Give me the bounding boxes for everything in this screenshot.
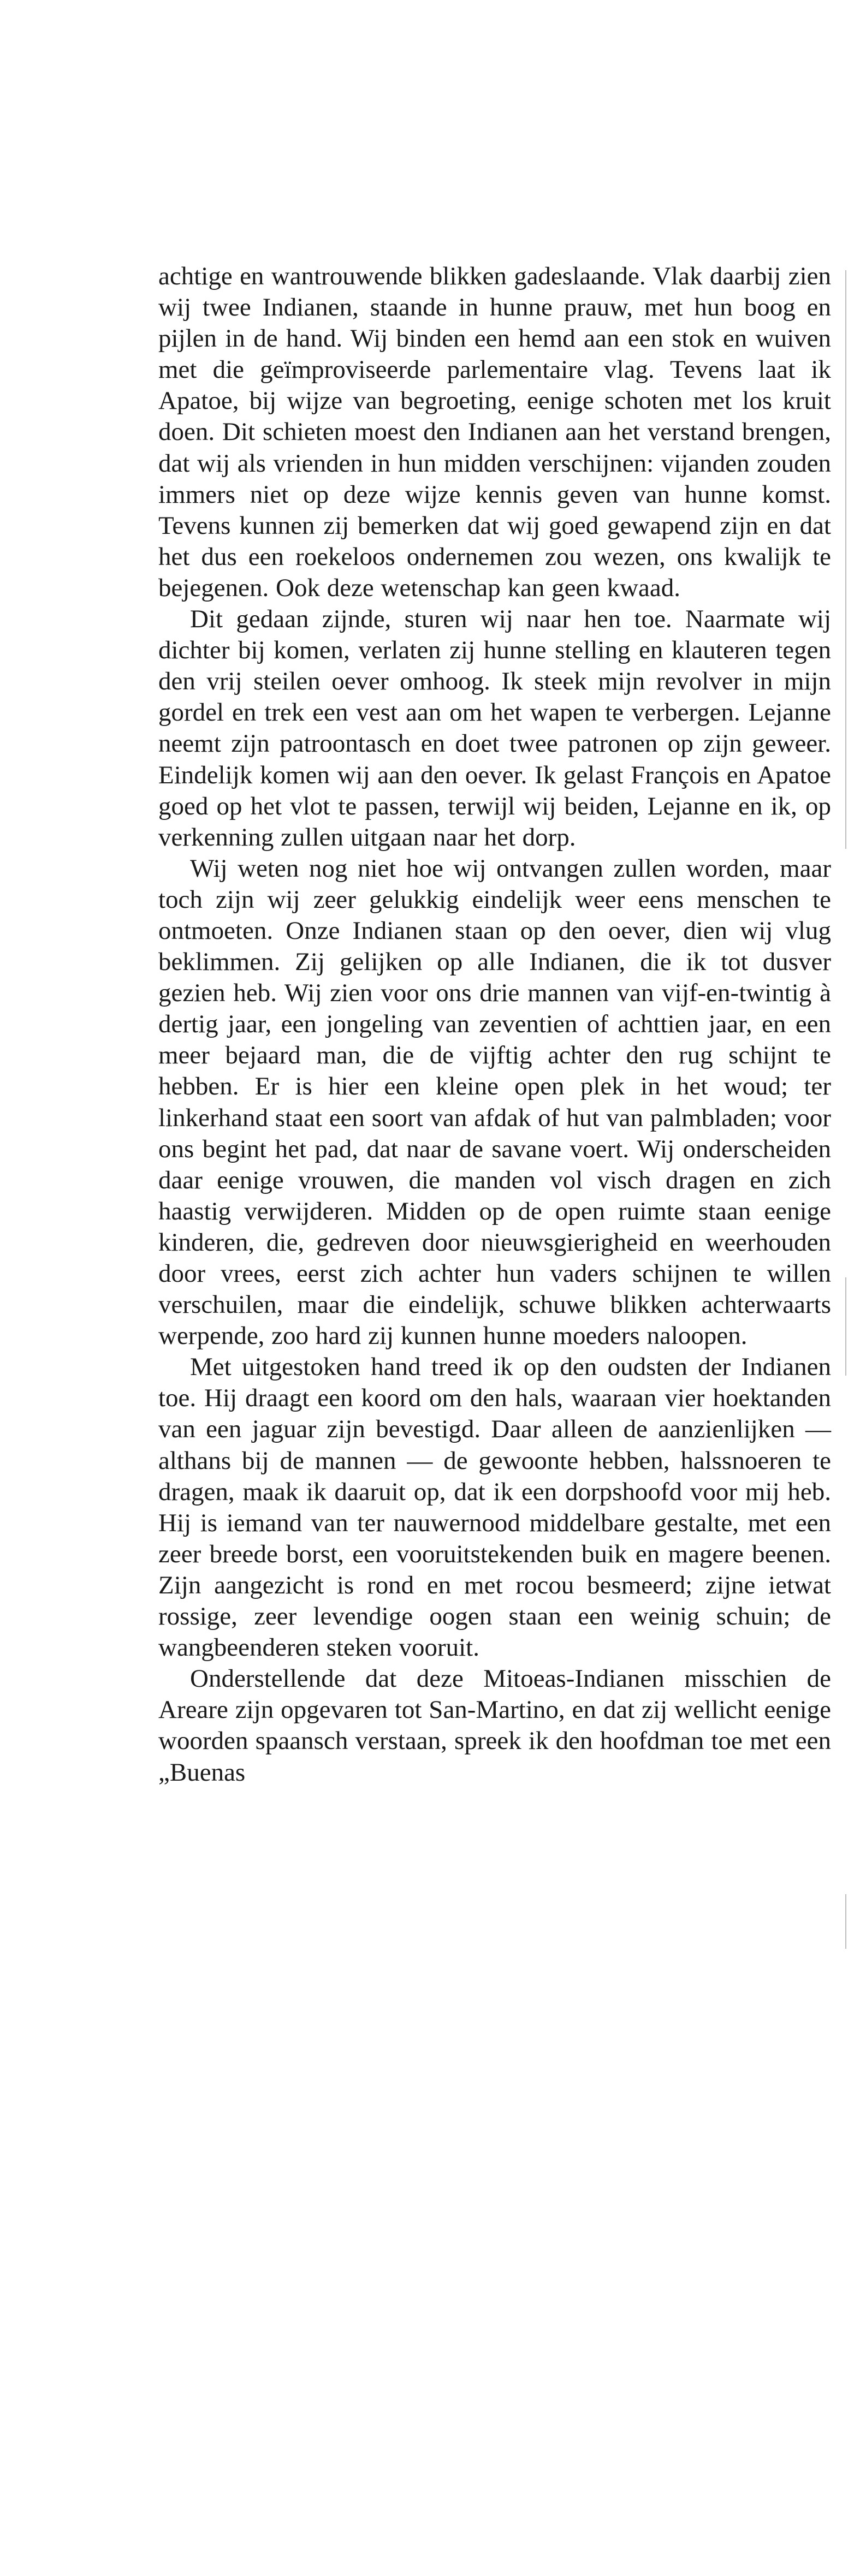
paragraph-5: Onderstellende dat deze Mitoeas-Indianen misschien de Areare zijn opgevaren tot San-Martino, en dat zij wellicht eenige woorden spaansch verstaan, spreek ik den hoofdman toe met een „Buenas (158, 1664, 831, 1787)
paragraph-4: Met uitgestoken hand treed ik op den oudsten der Indianen toe. Hij draagt een koord om den hals, waaraan vier hoektanden van een jaguar zijn bevestigd. Daar alleen de aanzienlijken — althans bij de mannen — de gewoonte hebben, halssnoeren te dragen, maak ik daaruit op, dat ik een dorpshoofd voor mij heb. Hij is iemand van ter nauwernood middelbare gestalte, met een zeer breede borst, een vooruitstekenden buik en magere beenen. Zijn aangezicht is rond en met rocou besmeerd; zijne ietwat rossige, zeer levendige oogen staan een weinig schuin; de wangbeenderen steken vooruit. (158, 1353, 831, 1662)
margin-rule (845, 270, 846, 849)
margin-rule (845, 1894, 846, 1949)
paragraph-1: achtige en wantrouwende blikken gadeslaande. Vlak daarbij zien wij twee Indianen, staande in hunne prauw, met hun boog en pijlen in de hand. Wij binden een hemd aan een stok en wuiven met die geïmproviseerde parlementaire vlag. Tevens laat ik Apatoe, bij wijze van begroeting, eenige schoten met los kruit doen. Dit schieten moest den Indianen aan het verstand brengen, dat wij als vrienden in hun midden verschijnen: vijanden zouden immers niet op deze wijze kennis geven van hunne komst. Tevens kunnen zij bemerken dat wij goed gewapend zijn en dat het dus een roekeloos ondernemen zou wezen, ons kwalijk te bejegenen. Ook deze wetenschap kan geen kwaad. (158, 262, 831, 602)
body-text (158, 261, 831, 1788)
margin-rule (845, 1277, 846, 1376)
paragraph-3: Wij weten nog niet hoe wij ontvangen zullen worden, maar toch zijn wij zeer gelukkig eindelijk weer eens menschen te ontmoeten. Onze Indianen staan op den oever, dien wij vlug beklimmen. Zij gelijken op alle Indianen, die ik tot dusver gezien heb. Wij zien voor ons drie mannen van vijf-en-twintig à dertig jaar, een jongeling van zeventien of achttien jaar, en een meer bejaard man, die de vijftig achter den rug schijnt te hebben. Er is hier een kleine open plek in het woud; ter linkerhand staat een soort van afdak of hut van palmbladen; voor ons begint het pad, dat naar de savane voert. Wij onderscheiden daar eenige vrouwen, die manden vol visch dragen en zich haastig verwijderen. Midden op de open ruimte staan eenige kinderen, die, gedreven door nieuwsgierigheid en weerhouden door vrees, eerst zich achter hun vaders schijnen te willen verschuilen, maar die eindelijk, schuwe blikken achterwaarts werpende, zoo hard zij kunnen hunne moeders naloopen. (158, 854, 831, 1351)
paragraph-2: Dit gedaan zijnde, sturen wij naar hen toe. Naarmate wij dichter bij komen, verlaten zij hunne stelling en klauteren tegen den vrij steilen oever omhoog. Ik steek mijn revolver in mijn gordel en trek een vest aan om het wapen te verbergen. Lejanne neemt zijn patroontasch en doet twee patronen op zijn geweer. Eindelijk komen wij aan den oever. Ik gelast François en Apatoe goed op het vlot te passen, terwijl wij beiden, Lejanne en ik, op verkenning zullen uitgaan naar het dorp. (158, 605, 831, 852)
